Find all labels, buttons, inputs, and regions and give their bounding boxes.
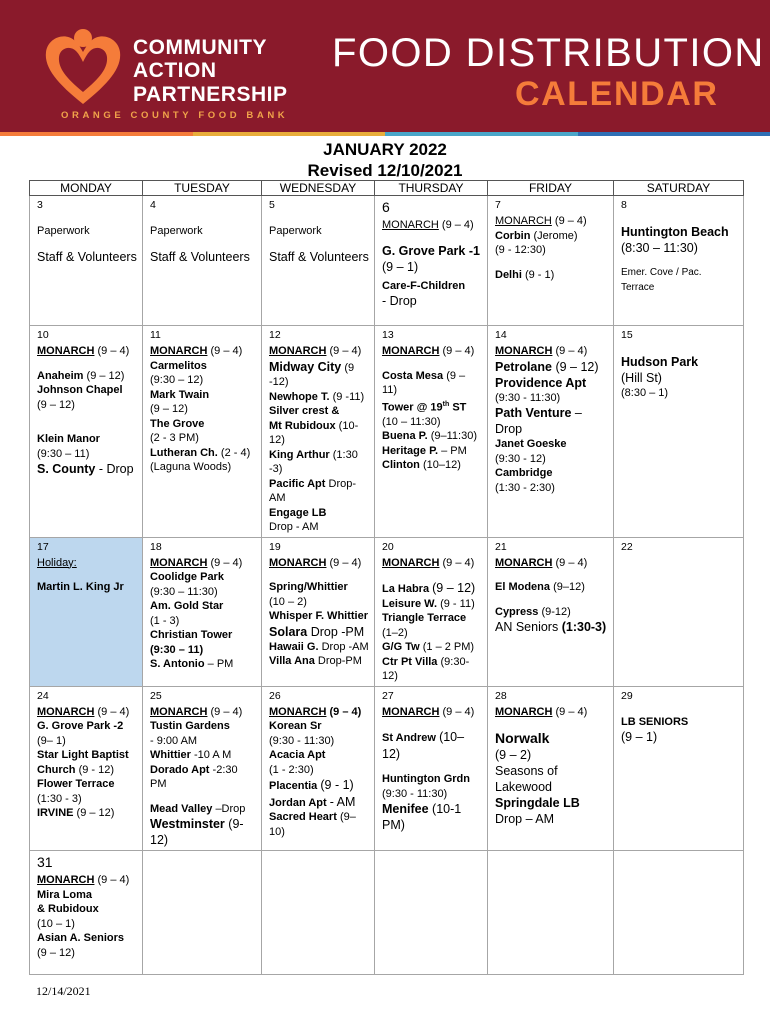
- event: MONARCH (9 – 4): [495, 345, 588, 357]
- event: El Modena (9–12): [495, 581, 585, 593]
- day-cell: [488, 686, 614, 851]
- day-number: 3: [37, 199, 43, 211]
- event: Engage LB: [269, 506, 327, 519]
- event: Mt Rubidoux (10-12): [269, 419, 359, 446]
- event: (9:30 – 12): [150, 374, 204, 386]
- event: (1:30 - 3): [37, 792, 82, 805]
- event: MONARCH (9 – 4): [495, 215, 587, 227]
- day-cell: [30, 686, 143, 851]
- event: Pacific Apt Drop-AM: [269, 477, 357, 504]
- day-number: 21: [495, 540, 507, 553]
- event: (10 – 2): [269, 595, 307, 608]
- event: MONARCH (9 – 4): [382, 219, 474, 231]
- event: AN Seniors (1:30-3): [495, 620, 607, 634]
- day-cell: [488, 537, 614, 686]
- day-number: 28: [495, 689, 507, 702]
- event: Lutheran Ch. (2 - 4): [150, 446, 251, 459]
- event: (9 – 12): [37, 398, 75, 411]
- event: Newhope T. (9 -11): [269, 390, 365, 403]
- day-header-thursday: THURSDAY: [375, 181, 488, 196]
- day-number: 11: [150, 329, 161, 341]
- event: Paperwork: [150, 225, 203, 237]
- weekday-header-row: [30, 181, 744, 196]
- event: (9 – 1): [382, 259, 419, 274]
- day-cell: [30, 851, 143, 975]
- day-cell: [375, 196, 488, 326]
- event: MONARCH (9 – 4): [150, 705, 243, 718]
- day-number: 8: [621, 199, 627, 211]
- event: Tustin Gardens: [150, 720, 230, 732]
- event: MONARCH (9 – 4): [150, 556, 243, 569]
- week-row: [30, 537, 744, 686]
- day-cell: [30, 326, 143, 538]
- day-number: 20: [382, 540, 394, 553]
- event: Providence Apt: [495, 375, 587, 390]
- event: (1 - 2:30): [269, 763, 314, 776]
- event: Acacia Apt: [269, 749, 326, 761]
- event: S. County - Drop: [37, 462, 134, 476]
- event: Buena P. (9–11:30): [382, 430, 477, 443]
- calendar-month: JANUARY 2022: [323, 140, 447, 159]
- day-number: 19: [269, 540, 281, 553]
- day-cell: [488, 326, 614, 538]
- day-number: 26: [269, 689, 281, 702]
- org-name-line2: ACTION: [133, 59, 217, 82]
- event: Tower @ 19th ST: [382, 400, 467, 414]
- event: (2 - 3 PM): [150, 432, 199, 444]
- event: Whittier -10 A M: [150, 749, 232, 761]
- event: Menifee (10-1 PM): [382, 802, 462, 832]
- event: Sacred Heart (9–10): [269, 811, 356, 838]
- event: Mead Valley –Drop: [150, 802, 246, 815]
- event: Korean Sr: [269, 720, 322, 732]
- event: Whisper F. Whittier: [269, 610, 368, 622]
- day-cell: [614, 686, 744, 851]
- event: (9:30 - 11:30): [495, 391, 561, 404]
- event: Staff & Volunteers: [150, 249, 250, 264]
- day-number: 18: [150, 540, 162, 553]
- event: Triangle Terrace: [382, 612, 467, 624]
- event: Cambridge: [495, 467, 553, 479]
- event: Christian Tower: [150, 629, 233, 641]
- event: St Andrew (10–12): [382, 730, 465, 761]
- day-number: 25: [150, 689, 162, 702]
- day-header-saturday: SATURDAY: [614, 181, 744, 196]
- event: Jordan Apt - AM: [269, 794, 356, 809]
- event: Anaheim (9 – 12): [37, 369, 125, 382]
- event: Am. Gold Star: [150, 600, 224, 612]
- event: Huntington Beach: [621, 225, 729, 239]
- day-number: 29: [621, 689, 633, 702]
- title-food-distribution: FOOD DISTRIBUTION: [332, 31, 765, 75]
- day-cell: [143, 326, 262, 538]
- holiday-label: Holiday:: [37, 556, 77, 569]
- event: MONARCH (9 – 4): [37, 345, 130, 357]
- calendar-table: [29, 180, 744, 975]
- event: Villa Ana Drop-PM: [269, 655, 362, 667]
- event: The Grove: [150, 417, 205, 430]
- event: Staff & Volunteers: [37, 249, 137, 264]
- event: Drop - AM: [269, 521, 319, 533]
- week-row: [30, 686, 744, 851]
- event: (1–2): [382, 626, 408, 639]
- event: Klein Manor: [37, 433, 100, 445]
- day-cell: [375, 326, 488, 538]
- event: G/G Tw (1 – 2 PM): [382, 641, 475, 653]
- event: Flower Terrace: [37, 778, 115, 790]
- day-cell: [488, 196, 614, 326]
- event: Drop – AM: [495, 812, 555, 826]
- event: Care-F-Children: [382, 279, 466, 292]
- day-number: 12: [269, 329, 281, 341]
- day-number: 27: [382, 689, 394, 702]
- event: & Rubidoux: [37, 903, 99, 915]
- day-cell: [614, 537, 744, 686]
- day-number: 15: [621, 329, 633, 341]
- day-cell: [262, 196, 375, 326]
- event: MONARCH (9 – 4): [382, 556, 475, 569]
- event: (9 – 2): [495, 748, 532, 762]
- footer-date: 12/14/2021: [36, 984, 91, 998]
- event: Emer. Cove / Pac.: [621, 267, 702, 278]
- event: Paperwork: [37, 225, 90, 237]
- event: Johnson Chapel: [37, 384, 123, 396]
- event: Heritage P. – PM: [382, 444, 467, 457]
- event: (10 – 11:30): [382, 415, 441, 428]
- event: (Laguna Woods): [150, 461, 232, 473]
- event: Path Venture – Drop: [495, 406, 582, 436]
- week-row: [30, 326, 744, 538]
- event: Westminster (9-12): [150, 817, 244, 847]
- day-number: 6: [382, 199, 390, 215]
- day-header-monday: MONDAY: [30, 181, 143, 196]
- org-subtitle: ORANGE COUNTY FOOD BANK: [61, 110, 289, 121]
- day-header-wednesday: WEDNESDAY: [262, 181, 375, 196]
- day-cell-empty: [375, 851, 488, 975]
- day-cell: [614, 196, 744, 326]
- event: Delhi (9 - 1): [495, 268, 555, 281]
- day-cell: [143, 686, 262, 851]
- event: Dorado Apt -2:30 PM: [150, 763, 238, 790]
- event: Carmelitos: [150, 359, 207, 372]
- day-number: 7: [495, 199, 501, 211]
- event: Costa Mesa (9 – 11): [382, 369, 466, 396]
- event: (9:30 – 11): [150, 643, 204, 656]
- day-number: 4: [150, 199, 156, 211]
- day-cell-empty: [262, 851, 375, 975]
- event: G. Grove Park -1: [382, 243, 480, 258]
- event: Clinton (10–12): [382, 459, 461, 472]
- day-number: 10: [37, 329, 49, 341]
- event: (1 - 3): [150, 614, 180, 627]
- event: Huntington Grdn: [382, 773, 470, 785]
- event: LB SENIORS: [621, 715, 689, 728]
- event: Placentia (9 - 1): [269, 778, 354, 792]
- event: Ctr Pt Villa (9:30-12): [382, 655, 470, 682]
- event: Springdale LB: [495, 796, 580, 810]
- event: Spring/Whittier: [269, 581, 348, 593]
- event: Leisure W. (9 - 11): [382, 597, 475, 610]
- event: Hawaii G. Drop -AM: [269, 640, 369, 653]
- monarch-label: MONARCH: [382, 219, 439, 231]
- event: (Hill St): [621, 371, 662, 385]
- week-row: [30, 851, 744, 975]
- event: Solara Drop -PM: [269, 624, 365, 639]
- event: Janet Goeske: [495, 438, 567, 450]
- title-calendar: CALENDAR: [515, 75, 719, 113]
- day-header-tuesday: TUESDAY: [143, 181, 262, 196]
- event: Coolidge Park: [150, 571, 224, 583]
- event: MONARCH (9 – 4): [495, 705, 588, 718]
- event: (10 – 1): [37, 917, 75, 930]
- event: (9:30 – 11): [37, 447, 90, 460]
- event: Mira Loma: [37, 888, 93, 901]
- org-name-line3: PARTNERSHIP: [133, 83, 288, 106]
- event: Asian A. Seniors: [37, 932, 125, 944]
- event: - 9:00 AM: [150, 734, 198, 747]
- event: S. Antonio – PM: [150, 658, 234, 670]
- event: (9 – 1): [621, 730, 658, 744]
- event: IRVINE (9 – 12): [37, 807, 115, 819]
- event: MONARCH (9 – 4): [269, 705, 362, 718]
- event: (9 – 12): [37, 946, 75, 959]
- event: Petrolane (9 – 12): [495, 359, 599, 374]
- event: (9:30 - 11:30): [382, 787, 448, 800]
- event: - Drop: [382, 294, 417, 308]
- event: Cypress (9-12): [495, 605, 571, 618]
- event: (9 – 12): [150, 403, 188, 415]
- event: La Habra (9 – 12): [382, 581, 476, 595]
- week-row: [30, 196, 744, 326]
- day-cell: [143, 196, 262, 326]
- day-cell: [262, 537, 375, 686]
- event: Seasons of Lakewood: [495, 764, 558, 794]
- day-header-friday: FRIDAY: [488, 181, 614, 196]
- event: MONARCH (9 – 4): [37, 874, 130, 886]
- day-number: 14: [495, 329, 507, 341]
- heart-logo-icon: [40, 24, 126, 110]
- event: (8:30 – 11:30): [621, 241, 698, 255]
- event: MONARCH (9 – 4): [382, 705, 475, 718]
- event: G. Grove Park -2: [37, 720, 124, 732]
- day-cell: [375, 686, 488, 851]
- event: (9 - 12:30): [495, 244, 546, 256]
- day-cell: [614, 326, 744, 538]
- event: King Arthur (1:30 -3): [269, 448, 358, 475]
- event: Church (9 - 12): [37, 763, 115, 776]
- event: (9:30 – 11:30): [150, 585, 218, 598]
- revised-date: Revised 12/10/2021: [307, 161, 463, 180]
- event: MONARCH (9 – 4): [382, 345, 475, 357]
- event: (9:30 - 11:30): [269, 734, 335, 747]
- event: Martin L. King Jr: [37, 581, 124, 593]
- day-cell: [30, 196, 143, 326]
- day-cell: [262, 326, 375, 538]
- day-cell-holiday: [30, 537, 143, 686]
- org-name-line1: COMMUNITY: [133, 36, 267, 59]
- day-cell-empty: [614, 851, 744, 975]
- day-number: 24: [37, 689, 49, 702]
- day-number: 17: [37, 540, 49, 553]
- day-cell: [262, 686, 375, 851]
- event: Star Light Baptist: [37, 749, 129, 761]
- event: MONARCH (9 – 4): [37, 705, 130, 718]
- day-number: 22: [621, 540, 633, 553]
- day-cell: [375, 537, 488, 686]
- day-cell: [143, 537, 262, 686]
- day-cell-empty: [143, 851, 262, 975]
- event: Mark Twain: [150, 388, 210, 401]
- event: (9– 1): [37, 734, 66, 747]
- event: (8:30 – 1): [621, 387, 669, 399]
- day-number: 13: [382, 329, 394, 341]
- event: MONARCH (9 – 4): [495, 556, 588, 569]
- event: (9:30 - 12): [495, 452, 546, 465]
- day-cell-empty: [488, 851, 614, 975]
- day-number: 5: [269, 199, 275, 211]
- event: (1:30 - 2:30): [495, 481, 555, 494]
- event: Terrace: [621, 281, 655, 293]
- event: Silver crest &: [269, 405, 340, 417]
- event: Norwalk: [495, 730, 550, 746]
- event: Staff & Volunteers: [269, 249, 369, 264]
- event: Corbin (Jerome): [495, 229, 578, 242]
- day-number: 31: [37, 854, 53, 870]
- event: MONARCH (9 – 4): [150, 345, 243, 357]
- event: Hudson Park: [621, 355, 699, 369]
- event: MONARCH (9 – 4): [269, 556, 362, 569]
- event: Paperwork: [269, 225, 322, 237]
- event: MONARCH (9 – 4): [269, 345, 362, 357]
- event: Midway City (9 -12): [269, 359, 355, 388]
- color-stripe: [0, 132, 770, 136]
